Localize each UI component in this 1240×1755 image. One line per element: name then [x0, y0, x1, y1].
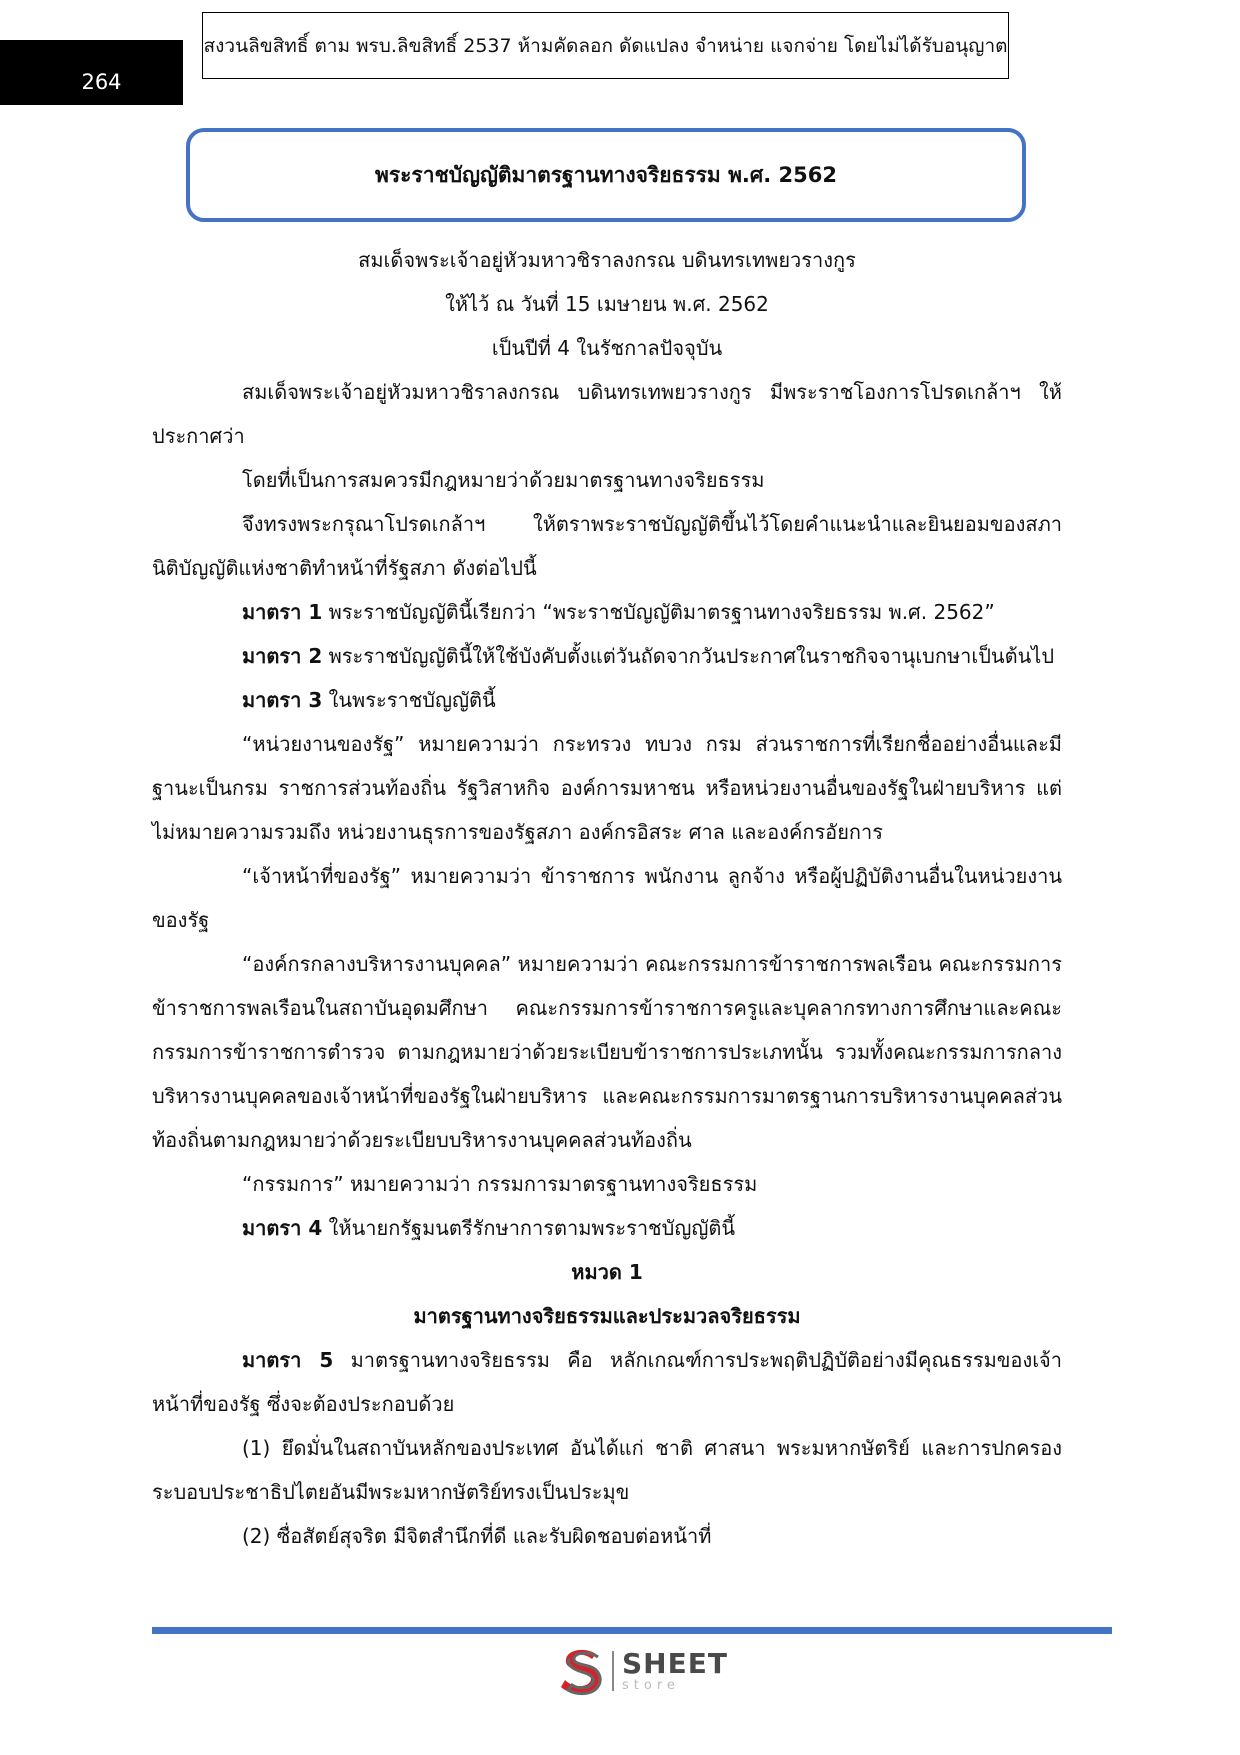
chapter-number: หมวด 1	[571, 1260, 643, 1284]
copyright-text: สงวนลิขสิทธิ์ ตาม พรบ.ลิขสิทธิ์ 2537 ห้ามคัดลอก ดัดแปลง จำหน่าย แจกจ่าย โดยไม่ได้รับอนุญาต	[203, 34, 1008, 57]
section-1	[152, 590, 1062, 634]
document-title: พระราชบัญญัติมาตรฐานทางจริยธรรม พ.ศ. 2562	[375, 162, 837, 187]
definition-state-agency: “หน่วยงานของรัฐ” หมายความว่า กระทรวง ทบวง กรม ส่วนราชการที่เรียกชื่ออย่างอื่นและมีฐานะเป็นกรม ราชการส่วนท้องถิ่น รัฐวิสาหกิจ องค์การมหาชน หรือหน่วยงานอื่นของรัฐในฝ่ายบริหาร แต่ไม่หมายความรวมถึง หน่วยงานธุรการของรัฐสภา องค์กรอิสระ ศาล และองค์กรอัยการ	[152, 732, 1062, 844]
section-4-label: มาตรา 4	[242, 1216, 323, 1240]
section-4	[152, 1206, 1062, 1250]
section-5-item-1: (1) ยึดมั่นในสถาบันหลักของประเทศ อันได้แก่ ชาติ ศาสนา พระมหากษัตริย์ และการปกครองระบอบประชาธิปไตยอันมีพระมหากษัตริย์ทรงเป็นประมุข	[152, 1436, 1062, 1504]
preamble-king: สมเด็จพระเจ้าอยู่หัวมหาวชิราลงกรณ บดินทรเทพยวรางกูร	[358, 248, 856, 272]
section-5-label: มาตรา 5	[242, 1348, 334, 1372]
section-3-label: มาตรา 3	[242, 688, 323, 712]
copyright-notice	[202, 12, 1009, 79]
logo-main-text: SHEET	[622, 1647, 728, 1680]
page-number-badge	[0, 40, 183, 105]
section-3-text: ในพระราชบัญญัตินี้	[322, 688, 496, 712]
logo-separator	[612, 1651, 614, 1691]
section-5-item-2: (2) ซื่อสัตย์สุจริต มีจิตสำนึกที่ดี และรับผิดชอบต่อหน้าที่	[242, 1524, 712, 1548]
document-body	[152, 238, 1062, 1558]
sheet-store-logo	[556, 1645, 736, 1697]
definition-commissioner: “กรรมการ” หมายความว่า กรรมการมาตรฐานทางจริยธรรม	[242, 1172, 758, 1196]
logo-wordmark	[622, 1647, 728, 1693]
definition-state-official: “เจ้าหน้าที่ของรัฐ” หมายความว่า ข้าราชการ พนักงาน ลูกจ้าง หรือผู้ปฏิบัติงานอื่นในหน่วยงานของรัฐ	[152, 864, 1062, 932]
section-5-text: มาตรฐานทางจริยธรรม คือ หลักเกณฑ์การประพฤติปฏิบัติอย่างมีคุณธรรมของเจ้าหน้าที่ของรัฐ ซึ่งจะต้องประกอบด้วย	[152, 1348, 1062, 1416]
preamble-paragraph-1: สมเด็จพระเจ้าอยู่หัวมหาวชิราลงกรณ บดินทรเทพยวรางกูร มีพระราชโองการโปรดเกล้าฯ ให้ประกาศว่า	[152, 380, 1062, 448]
section-3	[152, 678, 1062, 722]
section-1-label: มาตรา 1	[242, 600, 323, 624]
section-2	[152, 634, 1062, 678]
page-number: 264	[81, 69, 122, 94]
section-4-text: ให้นายกรัฐมนตรีรักษาการตามพระราชบัญญัตินี้	[322, 1216, 736, 1240]
preamble-date: ให้ไว้ ณ วันที่ 15 เมษายน พ.ศ. 2562	[445, 292, 769, 316]
preamble-year: เป็นปีที่ 4 ในรัชกาลปัจจุบัน	[491, 336, 723, 360]
section-2-text: พระราชบัญญัตินี้ให้ใช้บังคับตั้งแต่วันถัดจากวันประกาศในราชกิจจานุเบกษาเป็นต้นไป	[322, 644, 1055, 668]
chapter-title: มาตรฐานทางจริยธรรมและประมวลจริยธรรม	[413, 1304, 801, 1328]
preamble-paragraph-3: จึงทรงพระกรุณาโปรดเกล้าฯ ให้ตราพระราชบัญญัติขึ้นไว้โดยคำแนะนำและยินยอมของสภานิติบัญญัติแห่งชาติทำหน้าที่รัฐสภา ดังต่อไปนี้	[152, 512, 1062, 580]
preamble-paragraph-2: โดยที่เป็นการสมควรมีกฎหมายว่าด้วยมาตรฐานทางจริยธรรม	[242, 468, 765, 492]
sheet-store-s-logo-icon	[556, 1645, 606, 1697]
section-5	[152, 1338, 1062, 1426]
document-title-box	[186, 128, 1026, 222]
definition-central-personnel-agency: “องค์กรกลางบริหารงานบุคคล” หมายความว่า คณะกรรมการข้าราชการพลเรือน คณะกรรมการข้าราชการพลเรือนในสถาบันอุดมศึกษา คณะกรรมการข้าราชการครูและบุคลากรทางการศึกษาและคณะกรรมการข้าราชการตำรวจ ตามกฎหมายว่าด้วยระเบียบข้าราชการประเภทนั้น รวมทั้งคณะกรรมการกลางบริหารงานบุคคลของเจ้าหน้าที่ของรัฐในฝ่ายบริหาร และคณะกรรมการมาตรฐานการบริหารงานบุคคลส่วนท้องถิ่นตามกฎหมายว่าด้วยระเบียบบริหารงานบุคคลส่วนท้องถิ่น	[152, 952, 1062, 1152]
footer-divider	[152, 1627, 1112, 1634]
logo-sub-text: store	[622, 1678, 680, 1693]
section-2-label: มาตรา 2	[242, 644, 323, 668]
section-1-text: พระราชบัญญัตินี้เรียกว่า “พระราชบัญญัติมาตรฐานทางจริยธรรม พ.ศ. 2562”	[322, 600, 995, 624]
